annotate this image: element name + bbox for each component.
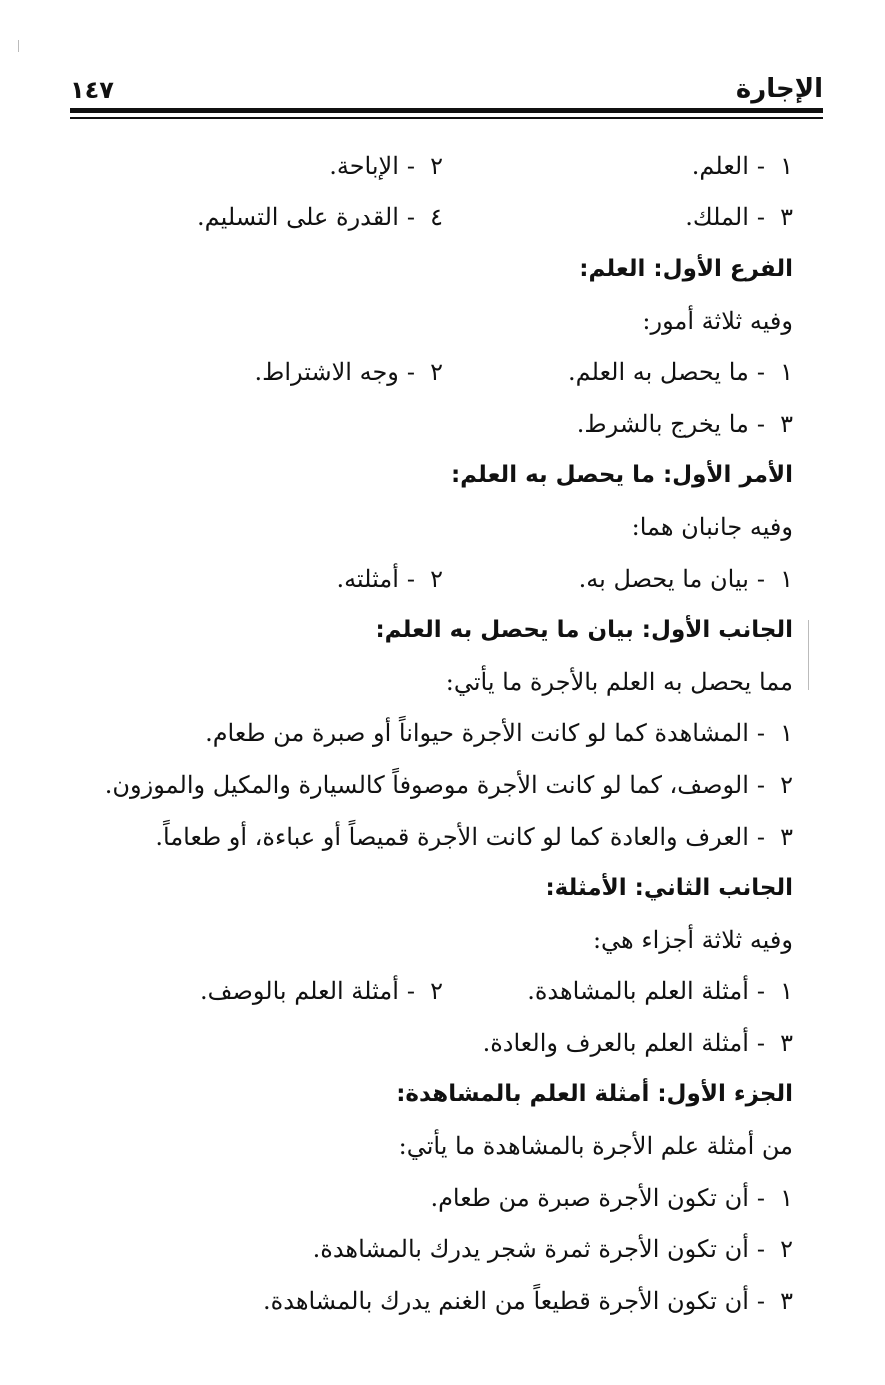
scan-edge-mark bbox=[808, 620, 809, 690]
page-header bbox=[70, 68, 823, 104]
list-item bbox=[197, 203, 443, 231]
item-text: القدرة على التسليم. bbox=[197, 203, 399, 232]
list-dash: - bbox=[756, 151, 765, 180]
item-text: وجه الاشتراط. bbox=[254, 358, 399, 387]
paragraph-line bbox=[70, 1120, 793, 1172]
item-number: ٢ bbox=[430, 564, 443, 593]
item-text: العلم. bbox=[691, 151, 749, 180]
item-text: الملك. bbox=[685, 203, 749, 232]
item-text: أن تكون الأجرة صبرة من طعام. bbox=[430, 1183, 749, 1212]
paragraph-line bbox=[70, 295, 793, 347]
list-dash: - bbox=[406, 564, 415, 593]
paragraph-text: وفيه جانبان هما: bbox=[631, 512, 793, 541]
item-number: ١ bbox=[780, 358, 793, 387]
item-number: ١ bbox=[780, 151, 793, 180]
header-rule-thin bbox=[70, 117, 823, 119]
paragraph-text: وفيه ثلاثة أجزاء هي: bbox=[592, 925, 793, 954]
list-item bbox=[70, 1017, 793, 1069]
running-title: الإجارة bbox=[735, 74, 823, 104]
heading-text: الجانب الأول: بيان ما يحصل به العلم: bbox=[375, 617, 793, 644]
list-item bbox=[70, 1275, 793, 1327]
page-body bbox=[70, 140, 793, 1327]
list-dash: - bbox=[756, 409, 765, 438]
list-item bbox=[200, 977, 443, 1005]
list-item-pair bbox=[70, 192, 793, 244]
list-item bbox=[255, 358, 443, 386]
item-number: ١ bbox=[780, 564, 793, 593]
item-number: ٢ bbox=[780, 1235, 793, 1264]
section-heading bbox=[70, 604, 793, 656]
list-item bbox=[443, 203, 793, 231]
item-number: ٢ bbox=[430, 358, 443, 387]
list-item bbox=[443, 358, 793, 386]
list-item bbox=[70, 1223, 793, 1275]
heading-text: الجانب الثاني: الأمثلة: bbox=[545, 875, 793, 902]
section-heading bbox=[70, 243, 793, 295]
item-text: المشاهدة كما لو كانت الأجرة حيواناً أو صبرة من طعام. bbox=[205, 719, 749, 748]
list-dash: - bbox=[406, 977, 415, 1006]
paragraph-line bbox=[70, 501, 793, 553]
scan-edge-mark bbox=[18, 40, 19, 52]
list-item bbox=[329, 152, 443, 180]
item-number: ١ bbox=[780, 719, 793, 748]
list-dash: - bbox=[756, 1235, 765, 1264]
item-text: ما يحصل به العلم. bbox=[568, 358, 749, 387]
list-item-pair bbox=[70, 553, 793, 605]
list-item-pair bbox=[70, 346, 793, 398]
list-dash: - bbox=[756, 719, 765, 748]
item-number: ٣ bbox=[780, 1028, 793, 1057]
item-number: ٢ bbox=[430, 977, 443, 1006]
item-number: ٢ bbox=[430, 151, 443, 180]
item-text: ما يخرج بالشرط. bbox=[576, 409, 749, 438]
paragraph-line bbox=[70, 656, 793, 708]
item-text: أن تكون الأجرة قطيعاً من الغنم يدرك بالمشاهدة. bbox=[263, 1286, 749, 1315]
header-rule-thick bbox=[70, 108, 823, 113]
page-number: ١٤٧ bbox=[70, 76, 114, 104]
list-dash: - bbox=[756, 564, 765, 593]
item-text: أن تكون الأجرة ثمرة شجر يدرك بالمشاهدة. bbox=[312, 1235, 749, 1264]
list-dash: - bbox=[756, 822, 765, 851]
heading-text: الأمر الأول: ما يحصل به العلم: bbox=[450, 462, 793, 489]
section-heading bbox=[70, 862, 793, 914]
paragraph-text: من أمثلة علم الأجرة بالمشاهدة ما يأتي: bbox=[398, 1132, 793, 1161]
list-dash: - bbox=[756, 1028, 765, 1057]
list-item-pair bbox=[70, 140, 793, 192]
item-number: ٣ bbox=[780, 1286, 793, 1315]
list-dash: - bbox=[756, 203, 765, 232]
item-text: أمثلة العلم بالعرف والعادة. bbox=[482, 1028, 749, 1057]
item-number: ٣ bbox=[780, 409, 793, 438]
item-text: بيان ما يحصل به. bbox=[578, 564, 749, 593]
item-number: ٤ bbox=[430, 203, 443, 232]
list-item bbox=[70, 759, 793, 811]
item-text: أمثلة العلم بالمشاهدة. bbox=[527, 977, 749, 1006]
list-item bbox=[70, 1172, 793, 1224]
list-item bbox=[336, 565, 443, 593]
list-item bbox=[70, 398, 793, 450]
item-number: ١ bbox=[780, 977, 793, 1006]
list-dash: - bbox=[756, 770, 765, 799]
item-text: الإباحة. bbox=[329, 151, 399, 180]
item-number: ٢ bbox=[780, 770, 793, 799]
list-item bbox=[443, 565, 793, 593]
item-number: ١ bbox=[780, 1183, 793, 1212]
list-item bbox=[443, 152, 793, 180]
section-heading bbox=[70, 450, 793, 502]
list-item bbox=[443, 977, 793, 1005]
list-dash: - bbox=[756, 1286, 765, 1315]
item-text: أمثلته. bbox=[336, 564, 399, 593]
item-number: ٣ bbox=[780, 822, 793, 851]
list-item-pair bbox=[70, 966, 793, 1018]
list-dash: - bbox=[406, 358, 415, 387]
item-text: الوصف، كما لو كانت الأجرة موصوفاً كالسيارة والمكيل والموزون. bbox=[104, 770, 749, 799]
paragraph-text: مما يحصل به العلم بالأجرة ما يأتي: bbox=[445, 667, 793, 696]
list-item bbox=[70, 811, 793, 863]
list-dash: - bbox=[756, 977, 765, 1006]
item-text: أمثلة العلم بالوصف. bbox=[200, 977, 399, 1006]
list-dash: - bbox=[756, 1183, 765, 1212]
list-dash: - bbox=[756, 358, 765, 387]
paragraph-line bbox=[70, 914, 793, 966]
heading-text: الفرع الأول: العلم: bbox=[579, 255, 793, 282]
item-number: ٣ bbox=[780, 203, 793, 232]
heading-text: الجزء الأول: أمثلة العلم بالمشاهدة: bbox=[396, 1081, 793, 1108]
list-dash: - bbox=[406, 203, 415, 232]
section-heading bbox=[70, 1069, 793, 1121]
paragraph-text: وفيه ثلاثة أمور: bbox=[642, 306, 793, 335]
list-dash: - bbox=[406, 151, 415, 180]
list-item bbox=[70, 708, 793, 760]
item-text: العرف والعادة كما لو كانت الأجرة قميصاً أو عباءة، أو طعاماً. bbox=[155, 822, 749, 851]
